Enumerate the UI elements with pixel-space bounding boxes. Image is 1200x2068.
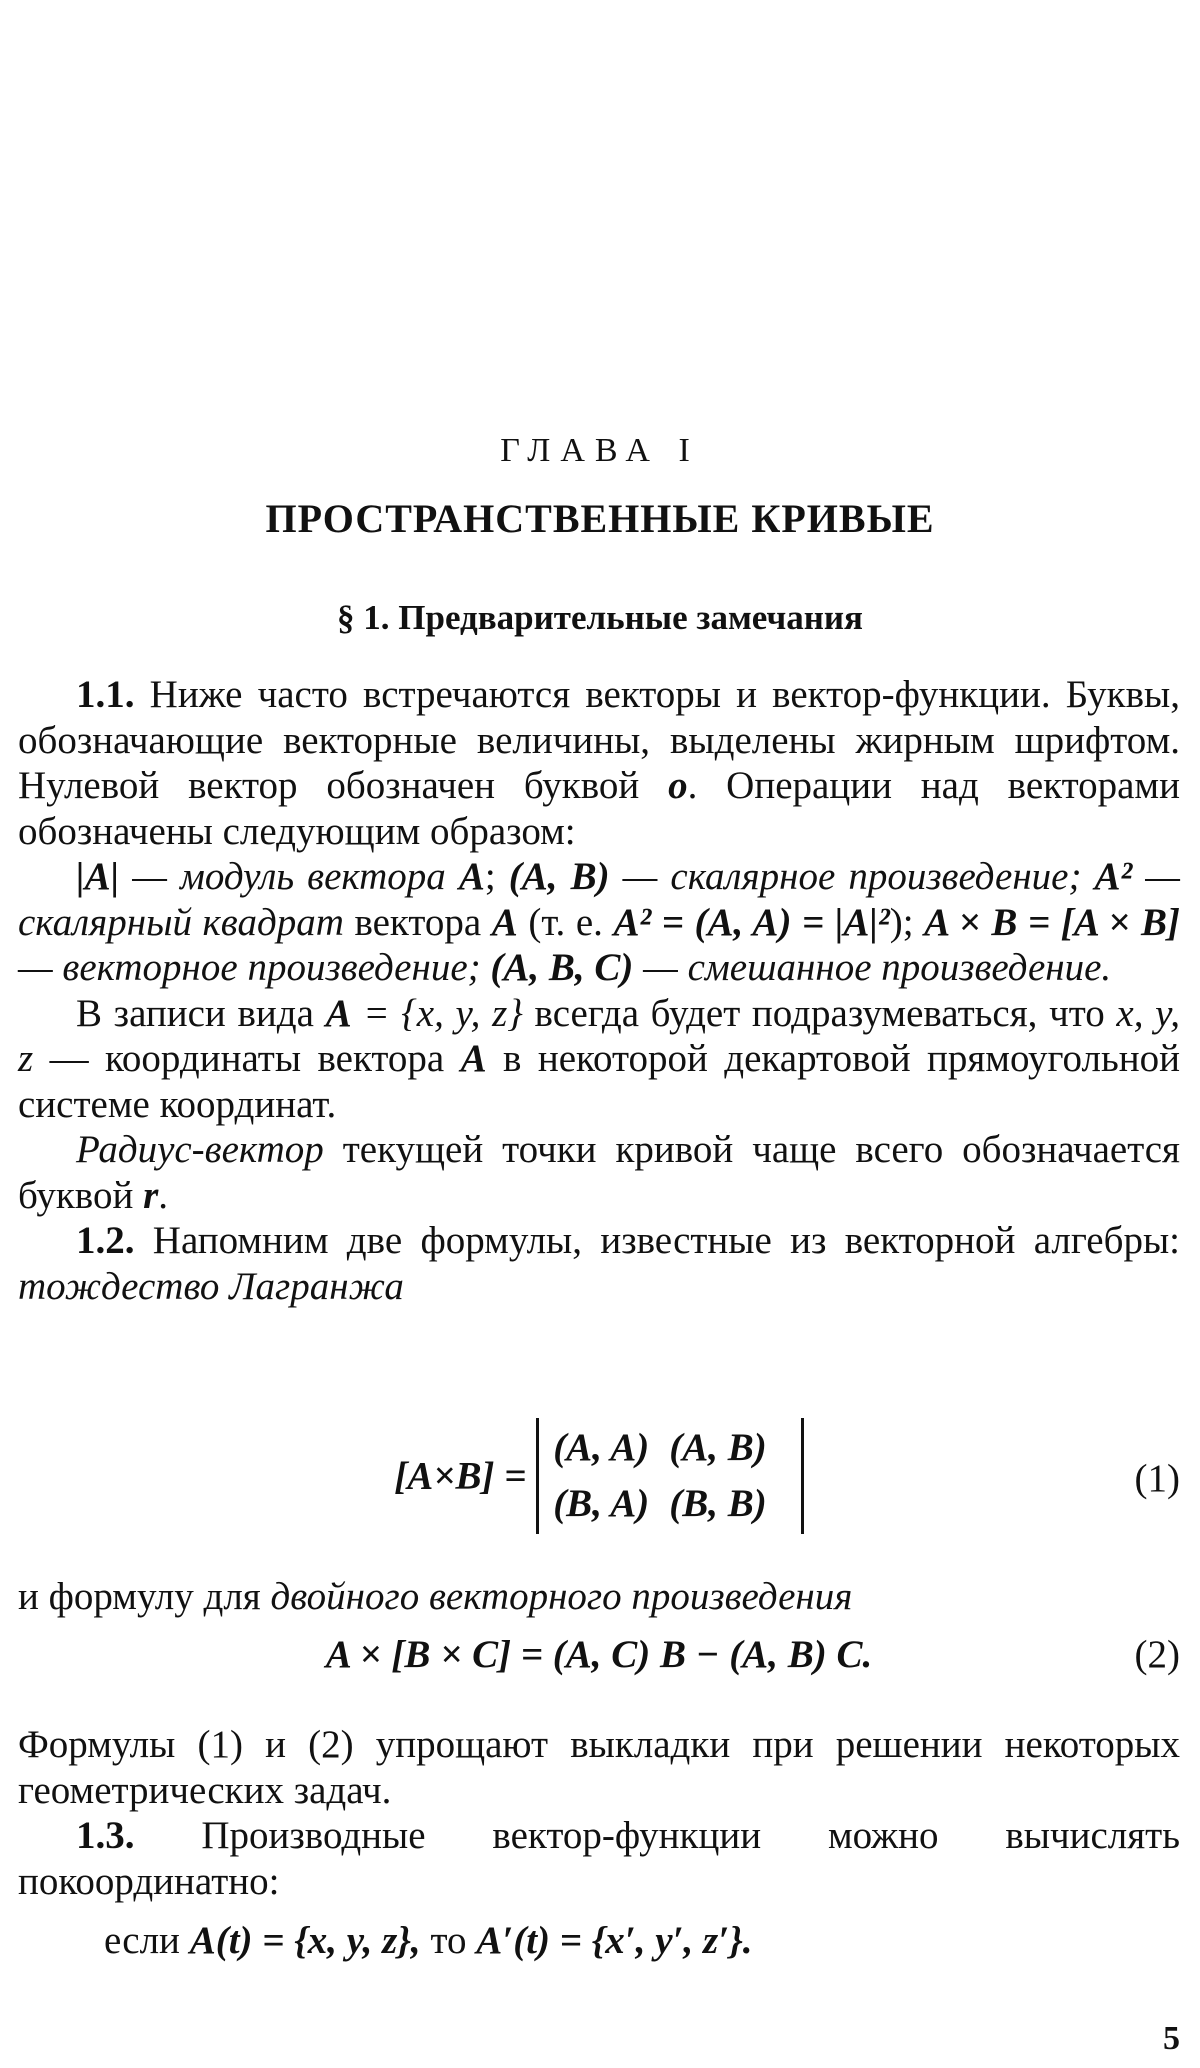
paragraph-number: 1.1. xyxy=(76,673,135,716)
matrix-cell: (A, A) xyxy=(553,1426,650,1469)
formula-3: если A(t) = {x, y, z}, то A′(t) = {x′, y′, z′}. xyxy=(104,1919,753,1962)
matrix-cell: (B, B) xyxy=(669,1482,767,1525)
chapter-label: ГЛАВА I xyxy=(500,432,700,469)
paragraph-1-1: 1.1. Ниже часто встречаются векторы и вектор-функции. Буквы, обозначающие векторные величины, выделены жирным шрифтом. Нулевой вектор обозначен буквой o. Операции над векторами обозначены следующим образом: xyxy=(18,673,1180,853)
paragraph-operations: |A| — модуль вектора A; (A, B) — скалярное произведение; A² — скалярный квадрат вектора A (т. е. A² = (A, A) = |A|²); A × B = [A × B] — векторное произведение; (A, B, C) — смешанное произведение. xyxy=(18,855,1180,989)
text-block-3 xyxy=(18,1722,1180,1904)
formula-1 xyxy=(18,1418,1180,1538)
formula-2-number: (2) xyxy=(1134,1633,1180,1676)
text-block-2 xyxy=(18,1574,1180,1620)
formula-2-text: A × [B × C] = (A, C) B − (A, B) C. xyxy=(325,1633,873,1676)
paragraph-coordinates: В записи вида A = {x, y, z} всегда будет подразумеваться, что x, y, z — координаты вектора A в некоторой декартовой прямоугольной системе координат. xyxy=(18,991,1181,1126)
determinant-matrix xyxy=(536,1418,804,1534)
formula-2 xyxy=(18,1632,1180,1682)
matrix-cell: (B, A) xyxy=(553,1482,650,1525)
paragraph-1-2: 1.2. Напомним две формулы, известные из векторной алгебры: тождество Лагранжа xyxy=(18,1219,1180,1308)
matrix-cell: (A, B) xyxy=(669,1426,767,1469)
paragraph-number: 1.2. xyxy=(76,1219,135,1262)
paragraph-formulas-note: Формулы (1) и (2) упрощают выкладки при решении некоторых геометрических задач. xyxy=(18,1723,1180,1812)
text-block-1 xyxy=(18,672,1180,1309)
paragraph-radius-vector: Радиус-вектор текущей точки кривой чаще всего обозначается буквой r. xyxy=(18,1128,1180,1217)
formula-1-number: (1) xyxy=(1134,1457,1180,1500)
section-title: § 1. Предварительные замечания xyxy=(337,598,863,637)
paragraph-number: 1.3. xyxy=(76,1814,135,1857)
page-number: 5 xyxy=(1163,2020,1180,2057)
formula-1-lhs: [A×B] = xyxy=(394,1454,527,1498)
paragraph-1-3: 1.3. Производные вектор-функции можно вычислять покоординатно: xyxy=(18,1814,1180,1903)
chapter-title: ПРОСТРАНСТВЕННЫЕ КРИВЫЕ xyxy=(265,496,935,541)
paragraph-double-product: и формулу для двойного векторного произведения xyxy=(18,1575,853,1618)
